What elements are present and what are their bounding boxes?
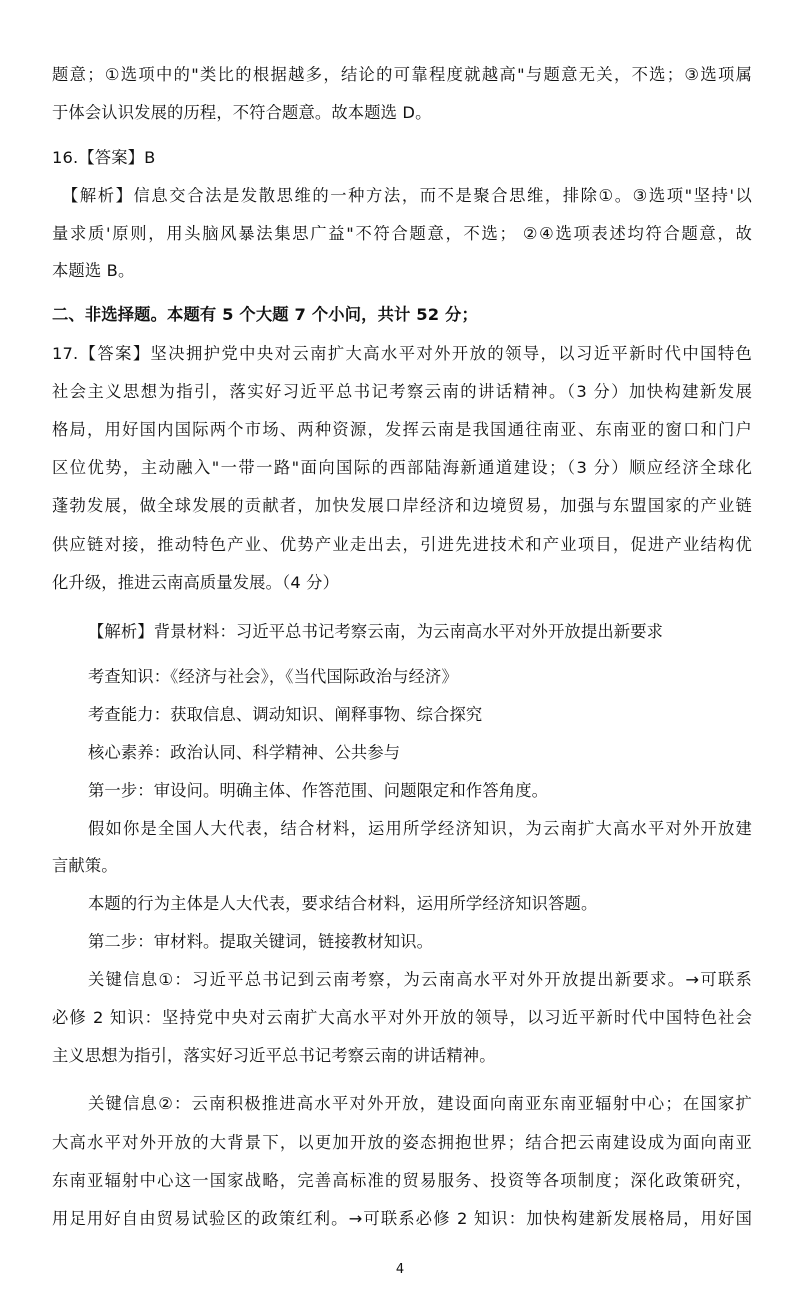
text-line: 用足用好自由贸易试验区的政策红利。→可联系必修 2 知识：加快构建新发展格局，用好国 [52, 1209, 752, 1228]
text-line: 主义思想为指引，落实好习近平总书记考察云南的讲话精神。 [52, 1046, 496, 1065]
answer-heading-17: 17.【答案】坚决拥护党中央对云南扩大高水平对外开放的领导，以习近平新时代中国特色 [52, 344, 752, 363]
text-line: 于体会认识发展的历程，不符合题意。故本题选 D。 [52, 103, 432, 122]
text-line: 大高水平对外开放的大背景下，以更加开放的姿态拥抱世界；结合把云南建设成为面向南亚 [52, 1133, 752, 1152]
analysis-line: 【解析】背景材料：习近平总书记考察云南，为云南高水平对外开放提出新要求 [88, 622, 664, 641]
text-line: 考查知识：《经济与社会》，《当代国际政治与经济》 [88, 667, 458, 686]
text-line: 蓬勃发展，做全球发展的贡献者，加快发展口岸经济和边境贸易，加强与东盟国家的产业链 [52, 496, 752, 515]
text-line: 区位优势，主动融入"一带一路"面向国际的西部陆海新通道建设；（3 分）顺应经济全球化 [52, 458, 752, 477]
text-line: 假如你是全国人大代表，结合材料，运用所学经济知识，为云南扩大高水平对外开放建 [88, 819, 752, 838]
text-line: 社会主义思想为指引，落实好习近平总书记考察云南的讲话精神。（3 分）加快构建新发展 [52, 382, 752, 401]
text-line: 第二步：审材料。提取关键词，链接教材知识。 [88, 932, 434, 951]
section-heading: 二、非选择题。本题有 5 个大题 7 个小问，共计 52 分； [52, 305, 478, 324]
text-line: 供应链对接，推动特色产业、优势产业走出去，引进先进技术和产业项目，促进产业结构优 [52, 535, 752, 554]
text-line: 格局，用好国内国际两个市场、两种资源，发挥云南是我国通往南亚、东南亚的窗口和门户 [52, 420, 752, 439]
text-line: 本题的行为主体是人大代表，要求结合材料，运用所学经济知识答题。 [88, 894, 598, 913]
text-line: 【解析】信息交合法是发散思维的一种方法，而不是聚合思维，排除①。③选项"坚持'以 [62, 186, 752, 205]
text-line: 本题选 B。 [52, 261, 135, 280]
text-line: 题意；①选项中的"类比的根据越多，结论的可靠程度就越高"与题意无关，不选；③选项属 [52, 65, 752, 84]
text-line: 言献策。 [52, 856, 118, 875]
text-line: 化升级，推进云南高质量发展。（4 分） [52, 573, 340, 592]
text-line: 关键信息①：习近平总书记到云南考察，为云南高水平对外开放提出新要求。→可联系 [88, 970, 752, 989]
answer-heading-16: 16.【答案】B [52, 148, 156, 167]
text-line: 关键信息②：云南积极推进高水平对外开放，建设面向南亚东南亚辐射中心；在国家扩 [88, 1094, 752, 1113]
text-line: 考查能力：获取信息、调动知识、阐释事物、综合探究 [88, 705, 483, 724]
text-line: 量求质'原则，用头脑风暴法集思广益"不符合题意，不选； ②④选项表述均符合题意，故 [52, 224, 752, 243]
text-line: 东南亚辐射中心这一国家战略，完善高标准的贸易服务、投资等各项制度；深化政策研究， [52, 1171, 752, 1190]
page-number: 4 [395, 1262, 405, 1277]
text-line: 核心素养：政治认同、科学精神、公共参与 [88, 743, 401, 762]
text-line: 第一步：审设问。明确主体、作答范围、问题限定和作答角度。 [88, 781, 549, 800]
text-line: 必修 2 知识：坚持党中央对云南扩大高水平对外开放的领导，以习近平新时代中国特色社会 [52, 1008, 752, 1027]
